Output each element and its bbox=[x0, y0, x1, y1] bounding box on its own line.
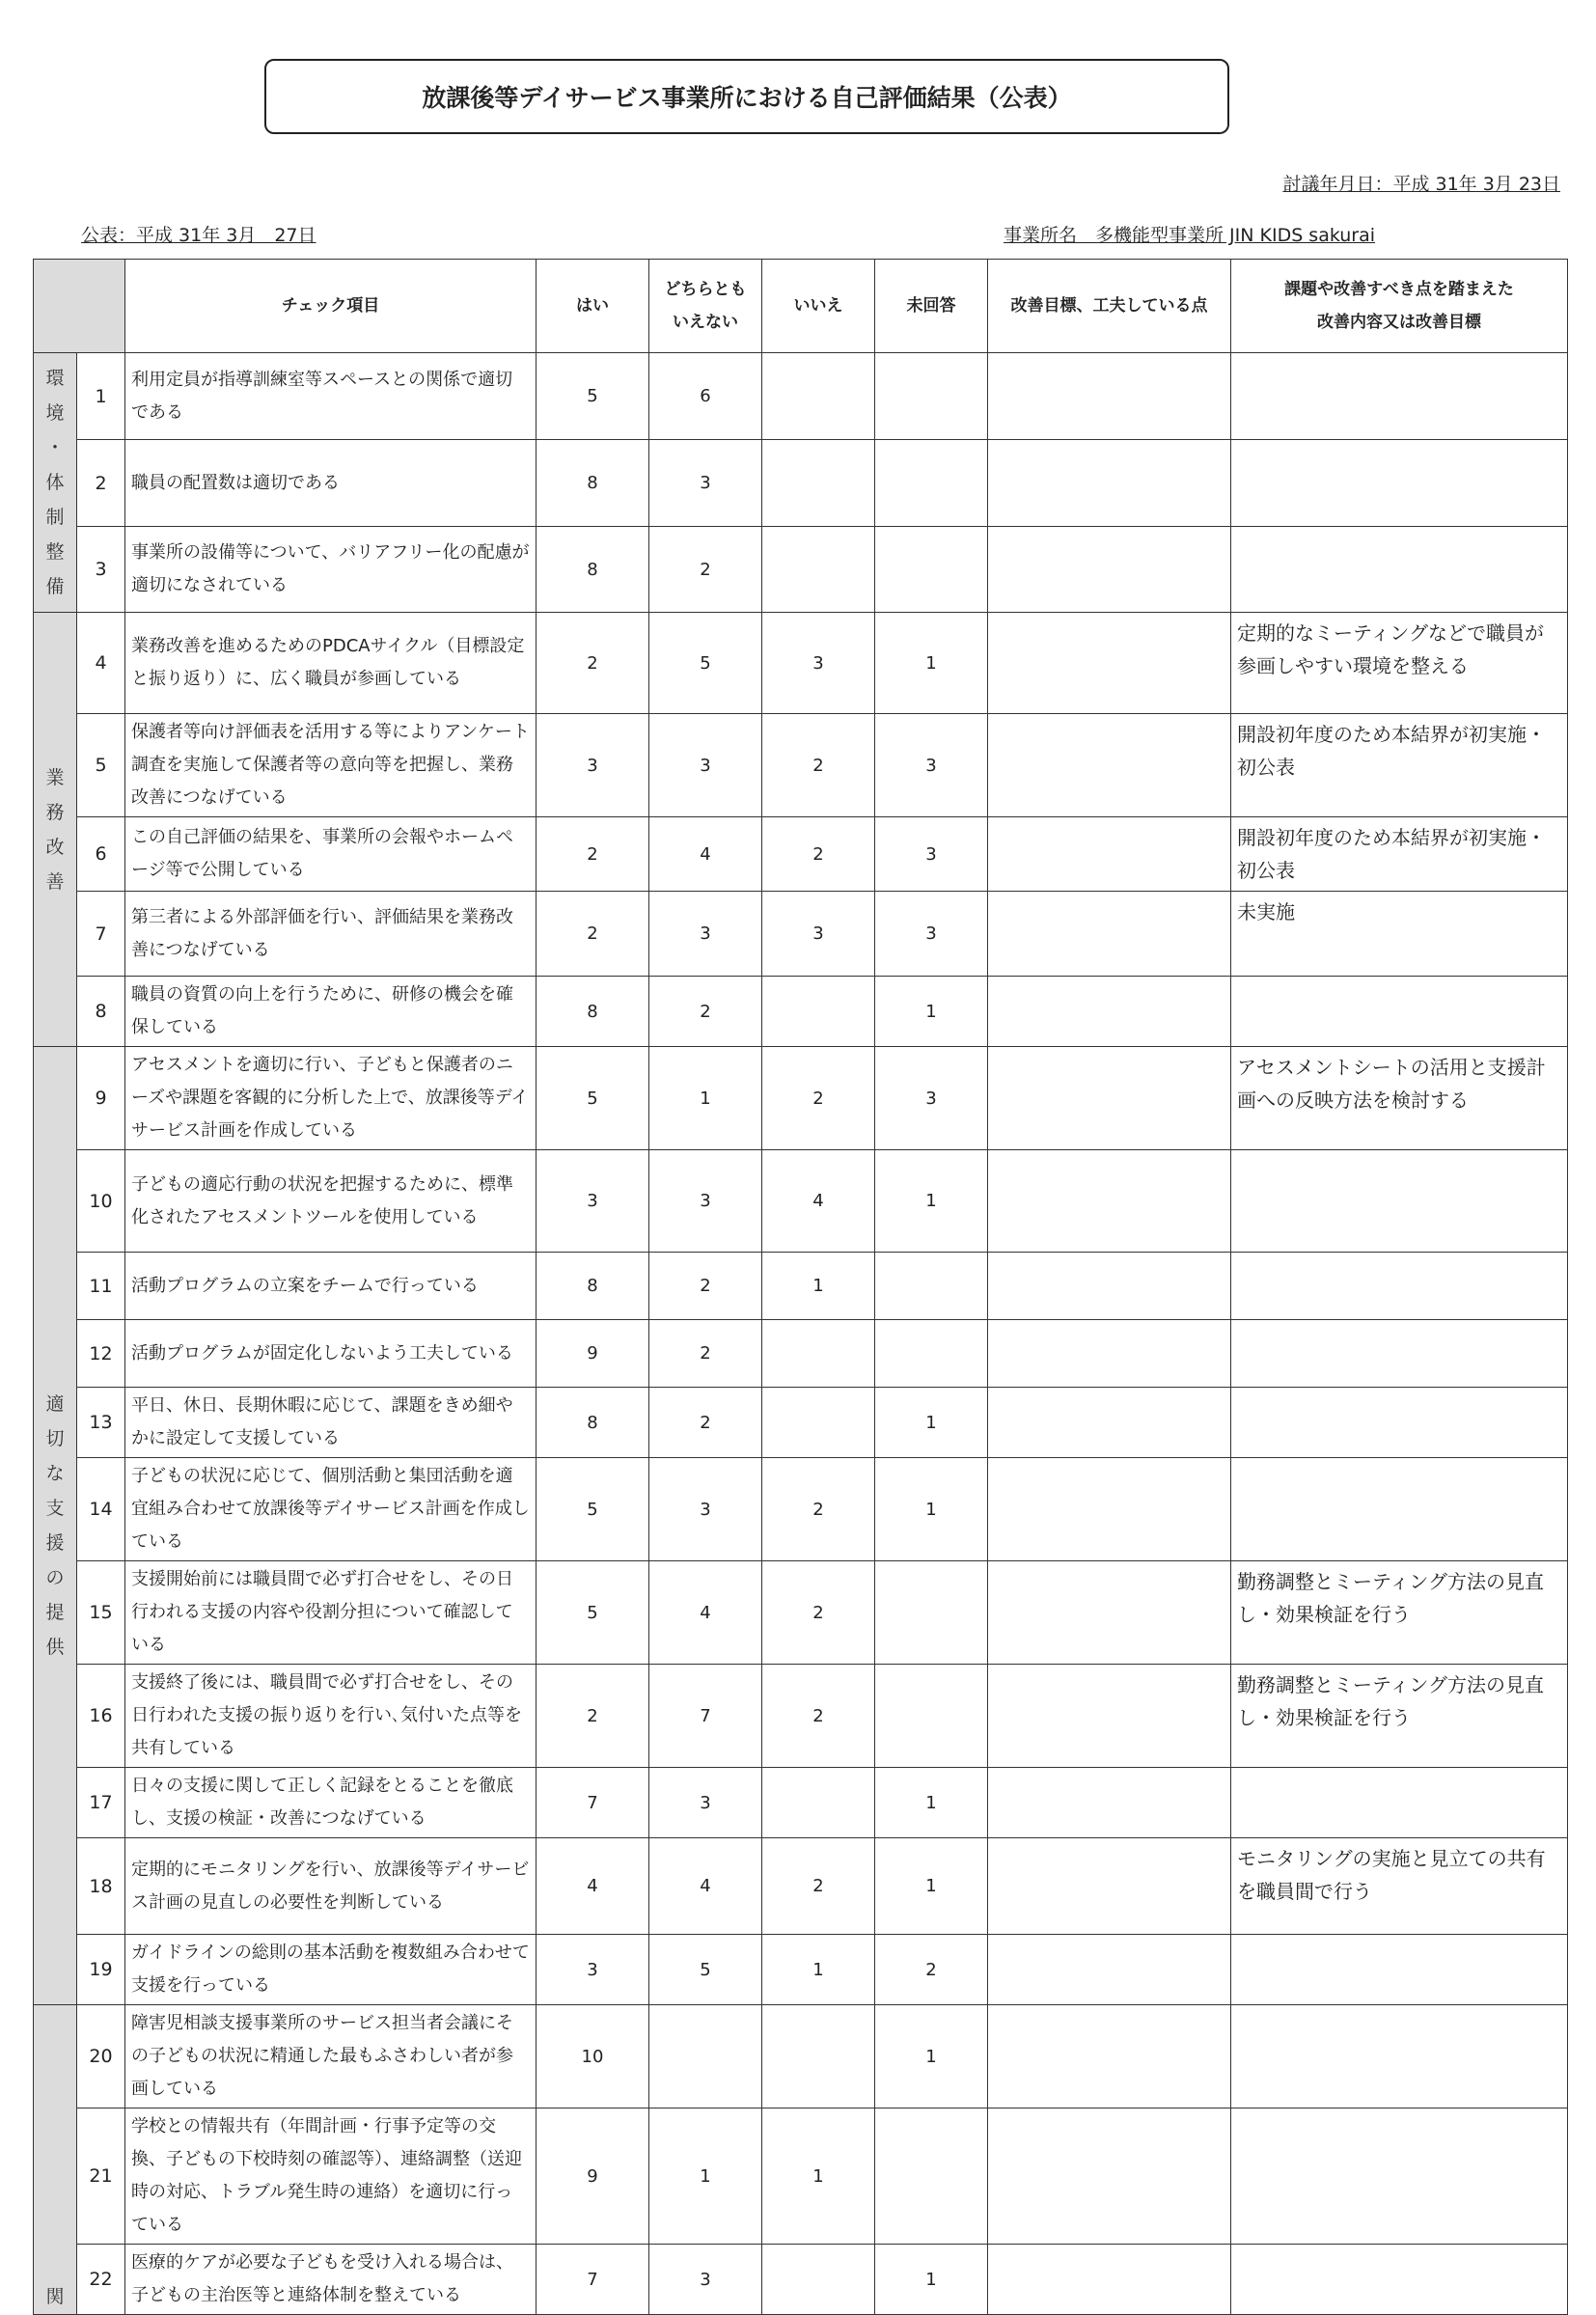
issue-cell: モニタリングの実施と見立ての共有を職員間で行う bbox=[1231, 1838, 1568, 1935]
goal-cell bbox=[988, 1253, 1231, 1320]
count-neither: 4 bbox=[649, 1838, 762, 1935]
count-unanswered: 1 bbox=[875, 1388, 988, 1458]
table-row bbox=[34, 817, 1568, 892]
evaluation-table bbox=[33, 259, 1568, 2315]
count-yes: 2 bbox=[537, 613, 649, 714]
count-yes: 7 bbox=[537, 2245, 649, 2315]
issue-cell: アセスメントシートの活用と支援計画への反映方法を検討する bbox=[1231, 1047, 1568, 1150]
count-neither: 5 bbox=[649, 1935, 762, 2005]
issue-cell bbox=[1231, 353, 1568, 440]
table-row bbox=[34, 1665, 1568, 1768]
issue-cell bbox=[1231, 1150, 1568, 1253]
count-no bbox=[762, 1320, 875, 1388]
row-number: 21 bbox=[77, 2108, 125, 2245]
count-neither bbox=[649, 2005, 762, 2108]
goal-cell bbox=[988, 1458, 1231, 1561]
count-yes: 8 bbox=[537, 977, 649, 1047]
goal-cell bbox=[988, 892, 1231, 977]
issue-cell: 開設初年度のため本結界が初実施・初公表 bbox=[1231, 817, 1568, 892]
goal-cell bbox=[988, 1047, 1231, 1150]
row-number: 12 bbox=[77, 1320, 125, 1388]
count-neither: 3 bbox=[649, 1768, 762, 1838]
row-number: 9 bbox=[77, 1047, 125, 1150]
count-no: 2 bbox=[762, 1047, 875, 1150]
check-item: 日々の支援に関して正しく記録をとることを徹底し、支援の検証・改善につなげている bbox=[125, 1768, 537, 1838]
count-neither: 6 bbox=[649, 353, 762, 440]
count-no bbox=[762, 2005, 875, 2108]
header-blank bbox=[34, 260, 125, 353]
table-row bbox=[34, 1320, 1568, 1388]
row-number: 8 bbox=[77, 977, 125, 1047]
check-item: 活動プログラムの立案をチームで行っている bbox=[125, 1253, 537, 1320]
count-neither: 3 bbox=[649, 714, 762, 817]
goal-cell bbox=[988, 817, 1231, 892]
count-yes: 7 bbox=[537, 1768, 649, 1838]
goal-cell bbox=[988, 1935, 1231, 2005]
issue-cell bbox=[1231, 2108, 1568, 2245]
table-row bbox=[34, 2108, 1568, 2245]
header-neither: どちらとも いえない bbox=[649, 260, 762, 353]
check-item: 保護者等向け評価表を活用する等によりアンケート調査を実施して保護者等の意向等を把握し、業務改善につなげている bbox=[125, 714, 537, 817]
check-item: 事業所の設備等について、バリアフリー化の配慮が適切になされている bbox=[125, 527, 537, 613]
page-title: 放課後等デイサービス事業所における自己評価結果（公表） bbox=[264, 59, 1229, 134]
check-item: 活動プログラムが固定化しないよう工夫している bbox=[125, 1320, 537, 1388]
row-number: 10 bbox=[77, 1150, 125, 1253]
count-no bbox=[762, 1388, 875, 1458]
count-no: 1 bbox=[762, 2108, 875, 2245]
count-neither: 2 bbox=[649, 527, 762, 613]
goal-cell bbox=[988, 1838, 1231, 1935]
check-item: 障害児相談支援事業所のサービス担当者会議にその子どもの状況に精通した最もふさわしい者が参画している bbox=[125, 2005, 537, 2108]
count-no: 2 bbox=[762, 1561, 875, 1665]
count-yes: 8 bbox=[537, 440, 649, 527]
count-unanswered: 2 bbox=[875, 1935, 988, 2005]
table-row bbox=[34, 977, 1568, 1047]
table-row bbox=[34, 527, 1568, 613]
row-number: 20 bbox=[77, 2005, 125, 2108]
count-unanswered bbox=[875, 527, 988, 613]
check-item: 子どもの適応行動の状況を把握するために、標準化されたアセスメントツールを使用している bbox=[125, 1150, 537, 1253]
table-row bbox=[34, 1253, 1568, 1320]
count-unanswered: 1 bbox=[875, 1838, 988, 1935]
issue-cell: 勤務調整とミーティング方法の見直し・効果検証を行う bbox=[1231, 1665, 1568, 1768]
goal-cell bbox=[988, 1665, 1231, 1768]
count-no: 2 bbox=[762, 1665, 875, 1768]
count-unanswered: 1 bbox=[875, 613, 988, 714]
goal-cell bbox=[988, 613, 1231, 714]
count-unanswered bbox=[875, 1561, 988, 1665]
issue-cell: 開設初年度のため本結界が初実施・初公表 bbox=[1231, 714, 1568, 817]
table-row bbox=[34, 1047, 1568, 1150]
row-number: 13 bbox=[77, 1388, 125, 1458]
count-unanswered bbox=[875, 1665, 988, 1768]
discussion-date: 討議年月日：平成 31年 3月 23日 bbox=[1282, 174, 1560, 195]
count-yes: 9 bbox=[537, 1320, 649, 1388]
issue-cell bbox=[1231, 1320, 1568, 1388]
count-yes: 9 bbox=[537, 2108, 649, 2245]
count-unanswered: 1 bbox=[875, 2245, 988, 2315]
issue-cell bbox=[1231, 2005, 1568, 2108]
goal-cell bbox=[988, 527, 1231, 613]
count-yes: 5 bbox=[537, 353, 649, 440]
table-row bbox=[34, 1838, 1568, 1935]
goal-cell bbox=[988, 1768, 1231, 1838]
table-row bbox=[34, 613, 1568, 714]
row-number: 1 bbox=[77, 353, 125, 440]
count-no: 2 bbox=[762, 1838, 875, 1935]
count-unanswered bbox=[875, 1320, 988, 1388]
goal-cell bbox=[988, 1320, 1231, 1388]
table-row bbox=[34, 714, 1568, 817]
table-row bbox=[34, 892, 1568, 977]
goal-cell bbox=[988, 353, 1231, 440]
issue-cell bbox=[1231, 1253, 1568, 1320]
count-no: 2 bbox=[762, 714, 875, 817]
issue-cell bbox=[1231, 1388, 1568, 1458]
count-unanswered: 1 bbox=[875, 1458, 988, 1561]
count-yes: 3 bbox=[537, 1150, 649, 1253]
category-cell: 業 務 改 善 bbox=[34, 613, 77, 1047]
table-row bbox=[34, 2005, 1568, 2108]
count-yes: 2 bbox=[537, 1665, 649, 1768]
count-no bbox=[762, 1768, 875, 1838]
row-number: 22 bbox=[77, 2245, 125, 2315]
row-number: 18 bbox=[77, 1838, 125, 1935]
count-unanswered bbox=[875, 353, 988, 440]
count-yes: 8 bbox=[537, 527, 649, 613]
check-item: 定期的にモニタリングを行い、放課後等デイサービス計画の見直しの必要性を判断している bbox=[125, 1838, 537, 1935]
count-unanswered: 3 bbox=[875, 817, 988, 892]
row-number: 11 bbox=[77, 1253, 125, 1320]
goal-cell bbox=[988, 714, 1231, 817]
header-yes: はい bbox=[537, 260, 649, 353]
count-yes: 3 bbox=[537, 714, 649, 817]
count-yes: 3 bbox=[537, 1935, 649, 2005]
goal-cell bbox=[988, 977, 1231, 1047]
category-cell: 関 bbox=[34, 2005, 77, 2315]
check-item: ガイドラインの総則の基本活動を複数組み合わせて支援を行っている bbox=[125, 1935, 537, 2005]
check-item: 平日、休日、長期休暇に応じて、課題をきめ細やかに設定して支援している bbox=[125, 1388, 537, 1458]
count-no: 4 bbox=[762, 1150, 875, 1253]
count-yes: 2 bbox=[537, 892, 649, 977]
goal-cell bbox=[988, 2108, 1231, 2245]
count-unanswered: 3 bbox=[875, 714, 988, 817]
issue-cell bbox=[1231, 977, 1568, 1047]
count-no: 3 bbox=[762, 613, 875, 714]
issue-cell bbox=[1231, 1768, 1568, 1838]
count-unanswered: 1 bbox=[875, 2005, 988, 2108]
row-number: 6 bbox=[77, 817, 125, 892]
issue-cell bbox=[1231, 440, 1568, 527]
header-unanswered: 未回答 bbox=[875, 260, 988, 353]
count-neither: 3 bbox=[649, 892, 762, 977]
count-neither: 4 bbox=[649, 817, 762, 892]
goal-cell bbox=[988, 2005, 1231, 2108]
category-cell: 環 境 ・ 体 制 整 備 bbox=[34, 353, 77, 613]
count-no: 2 bbox=[762, 817, 875, 892]
count-neither: 2 bbox=[649, 1388, 762, 1458]
count-no bbox=[762, 353, 875, 440]
row-number: 5 bbox=[77, 714, 125, 817]
table-row bbox=[34, 1935, 1568, 2005]
count-no bbox=[762, 527, 875, 613]
check-item: 支援終了後には、職員間で必ず打合せをし、その日行われた支援の振り返りを行い､気付いた点等を共有している bbox=[125, 1665, 537, 1768]
table-row bbox=[34, 1458, 1568, 1561]
check-item: 職員の配置数は適切である bbox=[125, 440, 537, 527]
publish-date: 公表：平成 31年 3月 27日 bbox=[81, 225, 316, 246]
row-number: 4 bbox=[77, 613, 125, 714]
count-no bbox=[762, 977, 875, 1047]
count-yes: 10 bbox=[537, 2005, 649, 2108]
count-neither: 4 bbox=[649, 1561, 762, 1665]
goal-cell bbox=[988, 2245, 1231, 2315]
count-no: 1 bbox=[762, 1253, 875, 1320]
office-name: 事業所名 多機能型事業所 JIN KIDS sakurai bbox=[1004, 225, 1376, 246]
count-neither: 2 bbox=[649, 1253, 762, 1320]
issue-cell: 未実施 bbox=[1231, 892, 1568, 977]
check-item: 支援開始前には職員間で必ず打合せをし、その日行われる支援の内容や役割分担について確認している bbox=[125, 1561, 537, 1665]
count-neither: 2 bbox=[649, 1320, 762, 1388]
count-neither: 3 bbox=[649, 440, 762, 527]
issue-cell bbox=[1231, 527, 1568, 613]
header-item: チェック項目 bbox=[125, 260, 537, 353]
table-row bbox=[34, 1561, 1568, 1665]
check-item: 業務改善を進めるためのPDCAサイクル（目標設定と振り返り）に、広く職員が参画している bbox=[125, 613, 537, 714]
count-neither: 3 bbox=[649, 2245, 762, 2315]
check-item: 職員の資質の向上を行うために、研修の機会を確保している bbox=[125, 977, 537, 1047]
row-number: 15 bbox=[77, 1561, 125, 1665]
issue-cell bbox=[1231, 1458, 1568, 1561]
count-yes: 5 bbox=[537, 1561, 649, 1665]
count-unanswered: 1 bbox=[875, 977, 988, 1047]
count-unanswered: 3 bbox=[875, 1047, 988, 1150]
count-unanswered: 3 bbox=[875, 892, 988, 977]
count-neither: 2 bbox=[649, 977, 762, 1047]
count-neither: 1 bbox=[649, 1047, 762, 1150]
header-no: いいえ bbox=[762, 260, 875, 353]
table-row bbox=[34, 1388, 1568, 1458]
goal-cell bbox=[988, 440, 1231, 527]
table-row bbox=[34, 1768, 1568, 1838]
header-goal: 改善目標、工夫している点 bbox=[988, 260, 1231, 353]
goal-cell bbox=[988, 1388, 1231, 1458]
table-row bbox=[34, 440, 1568, 527]
count-neither: 3 bbox=[649, 1150, 762, 1253]
count-no bbox=[762, 440, 875, 527]
check-item: 医療的ケアが必要な子どもを受け入れる場合は、子どもの主治医等と連絡体制を整えている bbox=[125, 2245, 537, 2315]
table-row bbox=[34, 1150, 1568, 1253]
check-item: 子どもの状況に応じて、個別活動と集団活動を適宜組み合わせて放課後等デイサービス計画を作成している bbox=[125, 1458, 537, 1561]
count-neither: 7 bbox=[649, 1665, 762, 1768]
count-yes: 5 bbox=[537, 1458, 649, 1561]
check-item: 第三者による外部評価を行い、評価結果を業務改善につなげている bbox=[125, 892, 537, 977]
check-item: 学校との情報共有（年間計画・行事予定等の交換、子どもの下校時刻の確認等）、連絡調整（送迎時の対応、トラブル発生時の連絡）を適切に行っている bbox=[125, 2108, 537, 2245]
count-no: 2 bbox=[762, 1458, 875, 1561]
check-item: この自己評価の結果を、事業所の会報やホームページ等で公開している bbox=[125, 817, 537, 892]
count-unanswered bbox=[875, 2108, 988, 2245]
count-no: 3 bbox=[762, 892, 875, 977]
count-yes: 2 bbox=[537, 817, 649, 892]
header-issue: 課題や改善すべき点を踏まえた 改善内容又は改善目標 bbox=[1231, 260, 1568, 353]
table-row bbox=[34, 353, 1568, 440]
category-cell: 適 切 な 支 援 の 提 供 bbox=[34, 1047, 77, 2005]
count-yes: 4 bbox=[537, 1838, 649, 1935]
count-no: 1 bbox=[762, 1935, 875, 2005]
goal-cell bbox=[988, 1561, 1231, 1665]
count-unanswered: 1 bbox=[875, 1768, 988, 1838]
issue-cell: 勤務調整とミーティング方法の見直し・効果検証を行う bbox=[1231, 1561, 1568, 1665]
count-no bbox=[762, 2245, 875, 2315]
check-item: アセスメントを適切に行い、子どもと保護者のニーズや課題を客観的に分析した上で、放課後等デイサービス計画を作成している bbox=[125, 1047, 537, 1150]
row-number: 16 bbox=[77, 1665, 125, 1768]
count-neither: 5 bbox=[649, 613, 762, 714]
count-yes: 8 bbox=[537, 1253, 649, 1320]
row-number: 7 bbox=[77, 892, 125, 977]
count-unanswered: 1 bbox=[875, 1150, 988, 1253]
row-number: 2 bbox=[77, 440, 125, 527]
row-number: 17 bbox=[77, 1768, 125, 1838]
row-number: 3 bbox=[77, 527, 125, 613]
issue-cell bbox=[1231, 2245, 1568, 2315]
count-unanswered bbox=[875, 1253, 988, 1320]
count-unanswered bbox=[875, 440, 988, 527]
table-row bbox=[34, 2245, 1568, 2315]
check-item: 利用定員が指導訓練室等スペースとの関係で適切である bbox=[125, 353, 537, 440]
row-number: 19 bbox=[77, 1935, 125, 2005]
issue-cell bbox=[1231, 1935, 1568, 2005]
count-neither: 3 bbox=[649, 1458, 762, 1561]
count-neither: 1 bbox=[649, 2108, 762, 2245]
row-number: 14 bbox=[77, 1458, 125, 1561]
count-yes: 5 bbox=[537, 1047, 649, 1150]
count-yes: 8 bbox=[537, 1388, 649, 1458]
goal-cell bbox=[988, 1150, 1231, 1253]
issue-cell: 定期的なミーティングなどで職員が参画しやすい環境を整える bbox=[1231, 613, 1568, 714]
